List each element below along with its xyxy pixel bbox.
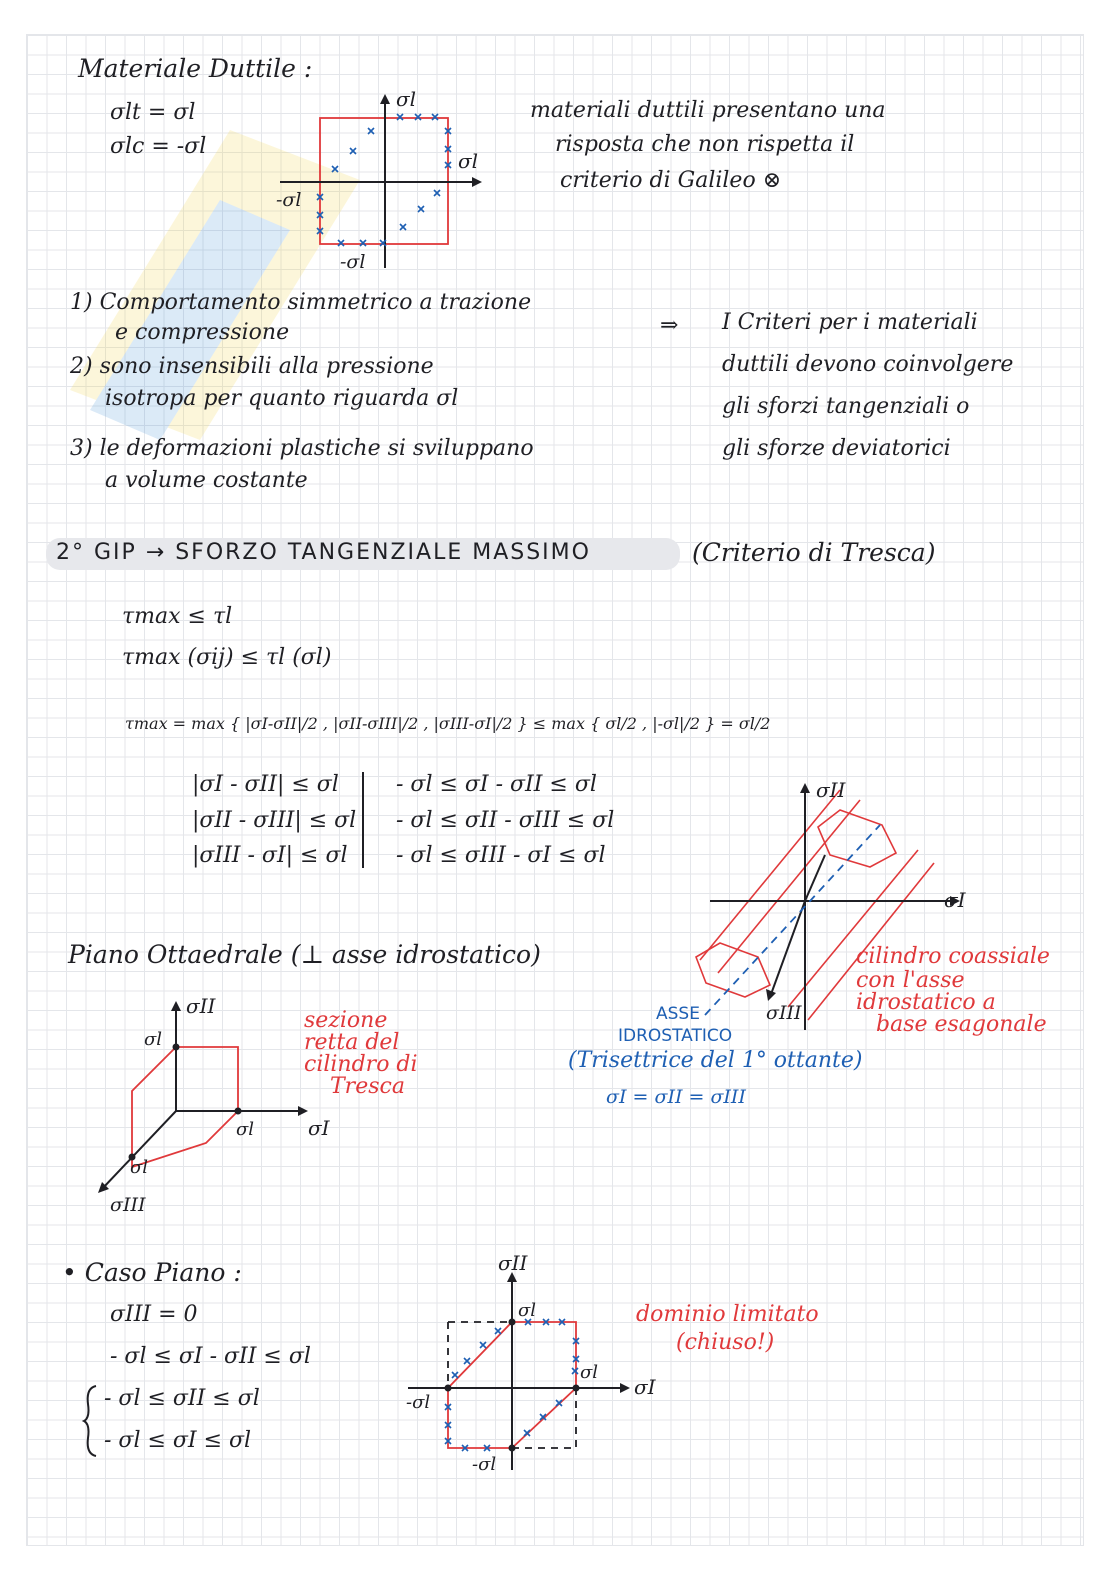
plane-eq-1: σIII = 0 xyxy=(110,1302,198,1327)
list-line-6: a volume costante xyxy=(105,468,308,493)
octa-note-3: cilindro di xyxy=(304,1052,418,1077)
list-line-4: isotropa per quanto riguarda σl xyxy=(105,386,459,411)
axis-label-x: σl xyxy=(458,149,479,173)
axis-label-line-3: (Trisettrice del 1° ottante) xyxy=(568,1048,863,1073)
section2-heading: 2° GIP → SFORZO TANGENZIALE MASSIMO xyxy=(56,540,591,565)
system-brace xyxy=(82,1384,100,1458)
octa-label-y: σII xyxy=(186,994,216,1018)
axis-label-y: σl xyxy=(396,87,417,111)
octa-tick-y: σl xyxy=(144,1029,163,1050)
list-line-3: 2) sono insensibili alla pressione xyxy=(70,354,434,379)
conclusion-arrow: ⇒ xyxy=(660,313,679,338)
plane-tick-x: σl xyxy=(580,1362,599,1383)
octa-tick-z: σl xyxy=(130,1157,149,1178)
plane-eq-3: - σl ≤ σII ≤ σl xyxy=(104,1386,260,1411)
desc-line-3: criterio di Galileo ⊗ xyxy=(560,168,782,193)
cyl-note-3: idrostatico a xyxy=(856,990,996,1015)
ductile-domain-diagram xyxy=(270,88,500,273)
cyl-label-z: σIII xyxy=(766,1002,802,1024)
plane-eq-2: - σl ≤ σI - σII ≤ σl xyxy=(110,1344,311,1369)
axis-label-neg-y: -σl xyxy=(340,251,366,273)
cyl-note-4: base esagonale xyxy=(876,1012,1047,1037)
plane-note-2: (chiuso!) xyxy=(676,1330,775,1355)
conclusion-line-2: duttili devono coinvolgere xyxy=(722,352,1014,377)
conclusion-line-4: gli sforze deviatorici xyxy=(722,436,951,461)
cyl-note-2: con l'asse xyxy=(856,968,965,993)
plane-note-1: dominio limitato xyxy=(636,1302,819,1327)
octa-label-z: σIII xyxy=(110,1194,146,1216)
axis-label-line-2: IDROSTATICO xyxy=(618,1026,733,1046)
plane-label-x: σI xyxy=(634,1375,656,1399)
plane-tick-y: σl xyxy=(518,1300,537,1321)
ineq-right-2: - σl ≤ σII - σIII ≤ σl xyxy=(396,808,615,833)
section1-title: Materiale Duttile : xyxy=(78,54,313,83)
list-line-1: 1) Comportamento simmetrico a trazione xyxy=(70,290,532,315)
plane-stress-diagram xyxy=(400,1250,670,1480)
plane-tick-neg-y: -σl xyxy=(472,1454,497,1475)
list-line-5: 3) le deformazioni plastiche si sviluppano xyxy=(70,436,534,461)
section2-heading-aside: (Criterio di Tresca) xyxy=(692,538,936,567)
section1-eq2: σlc = -σl xyxy=(110,134,207,159)
axis-label-neg-x: -σl xyxy=(276,189,302,211)
formula-2: τmax (σij) ≤ τl (σl) xyxy=(122,645,332,670)
plane-label-y: σII xyxy=(498,1251,528,1275)
section3-title: Piano Ottaedrale (⊥ asse idrostatico) xyxy=(68,940,541,969)
list-line-2: e compressione xyxy=(115,320,290,345)
ineq-left-1: |σI - σII| ≤ σl xyxy=(192,772,339,797)
section1-eq1: σlt = σl xyxy=(110,100,196,125)
plane-eq-4: - σl ≤ σI ≤ σl xyxy=(104,1428,252,1453)
cyl-label-y: σII xyxy=(816,778,846,802)
octa-tick-x: σl xyxy=(236,1119,255,1140)
octa-label-x: σI xyxy=(308,1116,330,1140)
desc-line-1: materiali duttili presentano una xyxy=(530,98,886,123)
cyl-label-x: σI xyxy=(944,888,966,912)
axis-label-line-1: ASSE xyxy=(656,1004,700,1024)
octa-note-1: sezione xyxy=(304,1008,388,1033)
ineq-divider xyxy=(362,772,364,868)
formula-3: τmax = max { |σI-σII|/2 , |σII-σIII|/2 , |σIII-σI|/2 } ≤ max { σl/2 , |-σl|/2 } = σl/2 xyxy=(125,714,771,733)
ineq-left-2: |σII - σIII| ≤ σl xyxy=(192,808,357,833)
desc-line-2: risposta che non rispetta il xyxy=(555,132,855,157)
axis-equation: σI = σII = σIII xyxy=(606,1086,746,1108)
octa-note-4: Tresca xyxy=(330,1074,405,1099)
ineq-right-3: - σl ≤ σIII - σI ≤ σl xyxy=(396,843,606,868)
cyl-note-1: cilindro coassiale xyxy=(856,944,1050,969)
plane-tick-neg-x: -σl xyxy=(406,1392,431,1413)
conclusion-line-3: gli sforzi tangenziali o xyxy=(722,394,970,419)
ineq-right-1: - σl ≤ σI - σII ≤ σl xyxy=(396,772,597,797)
conclusion-line-1: I Criteri per i materiali xyxy=(722,310,978,335)
octa-note-2: retta del xyxy=(304,1030,400,1055)
ineq-left-3: |σIII - σI| ≤ σl xyxy=(192,843,348,868)
formula-1: τmax ≤ τl xyxy=(122,604,233,629)
section4-title: • Caso Piano : xyxy=(62,1258,242,1287)
